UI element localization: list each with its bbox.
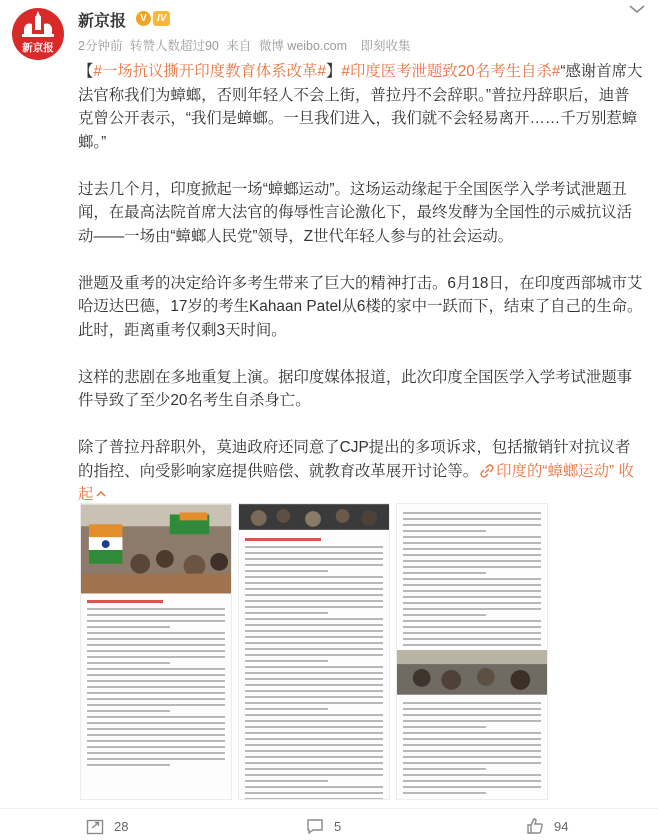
edit-link[interactable]: 即刻收集 <box>360 39 411 53</box>
link-icon <box>480 464 494 478</box>
paragraph-5-text: 除了普拉丹辞职外，莫迪政府还同意了CJP提出的多项诉求，包括撤销针对抗议者的指控、向受影响家庭提供赔偿、就教育改革展开讨论等。 <box>78 439 631 480</box>
paragraph-5 <box>78 436 644 507</box>
post-meta <box>78 36 415 54</box>
repost-icon <box>86 817 104 835</box>
post-image-2[interactable] <box>238 503 390 800</box>
article-text-1 <box>87 600 225 770</box>
article-text-2 <box>245 538 383 800</box>
user-name[interactable]: 新京报 <box>78 13 127 30</box>
post-time[interactable]: 2分钟前 <box>78 39 123 53</box>
avatar[interactable] <box>12 8 64 60</box>
article-link[interactable] <box>478 463 614 480</box>
source-link[interactable]: 微博 weibo.com <box>258 39 348 53</box>
level-badge: IV <box>153 11 170 26</box>
article-text-3a <box>403 512 541 650</box>
comment-button[interactable] <box>306 817 341 835</box>
crowd-photo <box>239 504 389 530</box>
hashtag-suicide[interactable]: #印度医考泄题致20名考生自杀# <box>341 63 561 80</box>
post-image-3[interactable] <box>396 503 548 800</box>
post-header <box>0 0 658 62</box>
paragraph-3: 泄题及重考的决定给许多考生带来了巨大的精神打击。6月18日，在印度西部城市艾哈迈达巴德，17岁的考生Kahaan Patel从6楼的家中一跃而下，结束了自己的生命。此时，距离重考仅剩3天时间。 <box>78 274 643 339</box>
image-grid <box>80 503 548 800</box>
comment-icon <box>306 817 324 835</box>
paragraph-1 <box>78 60 644 154</box>
article-text-3b <box>403 702 541 798</box>
hashtag-protest[interactable]: #一场抗议撕开印度教育体系改革# <box>93 63 326 80</box>
chevron-up-icon <box>95 489 107 499</box>
like-button[interactable] <box>526 817 568 835</box>
protest-photo <box>81 504 231 594</box>
post-image-1[interactable] <box>80 503 232 800</box>
source-prefix: 来自 <box>226 39 252 53</box>
repost-button[interactable] <box>86 817 128 835</box>
collapse-label: 收起 <box>78 462 634 503</box>
article-link-text[interactable]: 印度的“蟑螂运动” <box>496 462 615 480</box>
paragraph-2: 过去几个月，印度掀起一场“蟑螂运动”。这场运动缘起于全国医学入学考试泄题丑闻，在最高法院首席大法官的侮辱性言论激化下，最终发酵为全国性的示威抗议活动——一场由“蟑螂人民党”领导，Z世代年轻人参与的社会运动。 <box>78 180 633 245</box>
bracket-close: 】 <box>326 63 342 80</box>
action-bar <box>0 808 658 840</box>
paragraph-1-text: “感谢首席大法官称我们为蟑螂，否则年轻人不会上街，普拉丹不会辞职。”普拉丹辞职后，迪普克曾公开表示，“我们是蟑螂。一旦我们进入，我们就不会轻易离开……千万别惹蟑螂。” <box>78 63 643 151</box>
bracket-open: 【 <box>78 63 94 80</box>
street-photo <box>397 650 547 695</box>
repost-stat: 转赞人数超过90 <box>129 39 219 53</box>
post-body <box>78 60 644 530</box>
repost-count: 28 <box>114 818 129 834</box>
paragraph-4: 这样的悲剧在多地重复上演。据印度媒体报道，此次印度全国医学入学考试泄题事件导致了至少20名考生自杀身亡。 <box>78 368 633 409</box>
like-count: 94 <box>554 818 569 834</box>
avatar-label: 新京报 <box>22 42 54 54</box>
comment-count: 5 <box>334 818 342 834</box>
verified-badge: V <box>136 11 151 26</box>
chevron-down-icon[interactable] <box>626 2 648 16</box>
thumbs-up-icon <box>526 817 544 835</box>
